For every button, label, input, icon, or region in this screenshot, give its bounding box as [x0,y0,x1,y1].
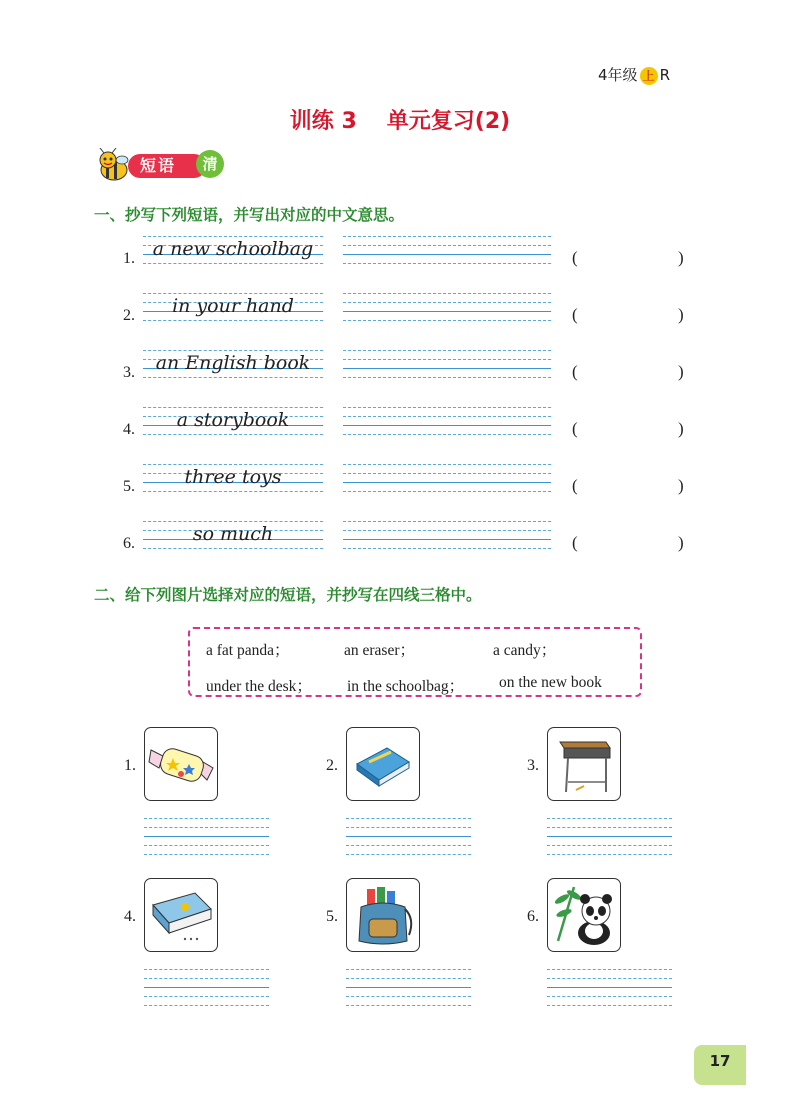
answer-paren-open: ( [572,533,578,552]
badge-circle: 清 [196,150,224,178]
section-badge [90,148,220,182]
panda-icon [548,879,620,951]
answer-paren-close: ) [678,362,684,381]
copy-writing-lines[interactable] [343,521,551,547]
meaning-answer-field[interactable] [584,301,674,325]
item-number: 3. [123,364,135,381]
picture-number: 5. [326,908,338,925]
answer-paren-open: ( [572,419,578,438]
option: a fat panda； [206,642,290,659]
option: in the schoolbag； [347,678,465,695]
title-topic: 单元复习(2) [386,109,511,134]
book-icon [347,728,419,800]
meaning-answer-field[interactable] [584,415,674,439]
schoolbag-icon [347,879,419,951]
schoolbag-picture [346,878,420,952]
edition-text: R [659,66,670,84]
picture-number: 3. [527,757,539,774]
eraser-picture [144,878,218,952]
copy-writing-lines[interactable] [343,293,551,319]
page-title [0,104,800,135]
item-number: 2. [123,307,135,324]
picture-answer-lines[interactable] [547,969,672,995]
picture-answer-lines[interactable] [346,818,471,844]
meaning-answer-field[interactable] [584,472,674,496]
page-number: 17 [694,1045,746,1085]
phrase-text: a storybook [176,409,290,431]
book-picture [346,727,420,801]
meaning-answer-field[interactable] [584,244,674,268]
copy-writing-lines[interactable] [343,464,551,490]
term-badge: 上 [640,67,658,85]
copy-writing-lines[interactable] [343,350,551,376]
answer-paren-open: ( [572,248,578,267]
picture-answer-lines[interactable] [547,818,672,844]
picture-answer-lines[interactable] [144,969,269,995]
answer-paren-open: ( [572,476,578,495]
item-number: 4. [123,421,135,438]
part1-heading: 一、抄写下列短语，并写出对应的中文意思。 [94,206,405,224]
item-number: 1. [123,250,135,267]
picture-number: 6. [527,908,539,925]
meaning-answer-field[interactable] [584,358,674,382]
picture-answer-lines[interactable] [144,818,269,844]
grade-text: 4年级 [598,66,638,84]
picture-answer-lines[interactable] [346,969,471,995]
grade-label [598,64,670,85]
title-lesson: 训练 3 [289,109,357,134]
desk-picture [547,727,621,801]
option: an eraser； [344,642,415,659]
option: on the new book [499,674,602,691]
candy-picture [144,727,218,801]
item-number: 5. [123,478,135,495]
phrase-text: three toys [184,466,282,488]
item-number: 6. [123,535,135,552]
picture-number: 1. [124,757,136,774]
phrase-text: so much [192,523,274,545]
answer-paren-close: ) [678,248,684,267]
answer-paren-open: ( [572,362,578,381]
bee-icon [94,148,132,182]
panda-picture [547,878,621,952]
phrase-text: in your hand [172,295,294,317]
candy-icon [145,728,217,800]
option: under the desk； [206,678,312,695]
copy-writing-lines[interactable] [343,407,551,433]
answer-paren-close: ) [678,305,684,324]
part2-heading: 二、给下列图片选择对应的短语，并抄写在四线三格中。 [94,586,482,604]
picture-number: 4. [124,908,136,925]
picture-number: 2. [326,757,338,774]
phrase-text: an English book [155,352,311,374]
copy-writing-lines[interactable] [343,236,551,262]
options-box [188,627,642,697]
answer-paren-close: ) [678,419,684,438]
answer-paren-close: ) [678,476,684,495]
desk-icon [548,728,620,800]
badge-label: 短语 [128,154,206,178]
answer-paren-close: ) [678,533,684,552]
meaning-answer-field[interactable] [584,529,674,553]
answer-paren-open: ( [572,305,578,324]
eraser-icon [145,879,217,951]
phrase-text: a new schoolbag [152,238,314,260]
option: a candy； [493,642,557,659]
